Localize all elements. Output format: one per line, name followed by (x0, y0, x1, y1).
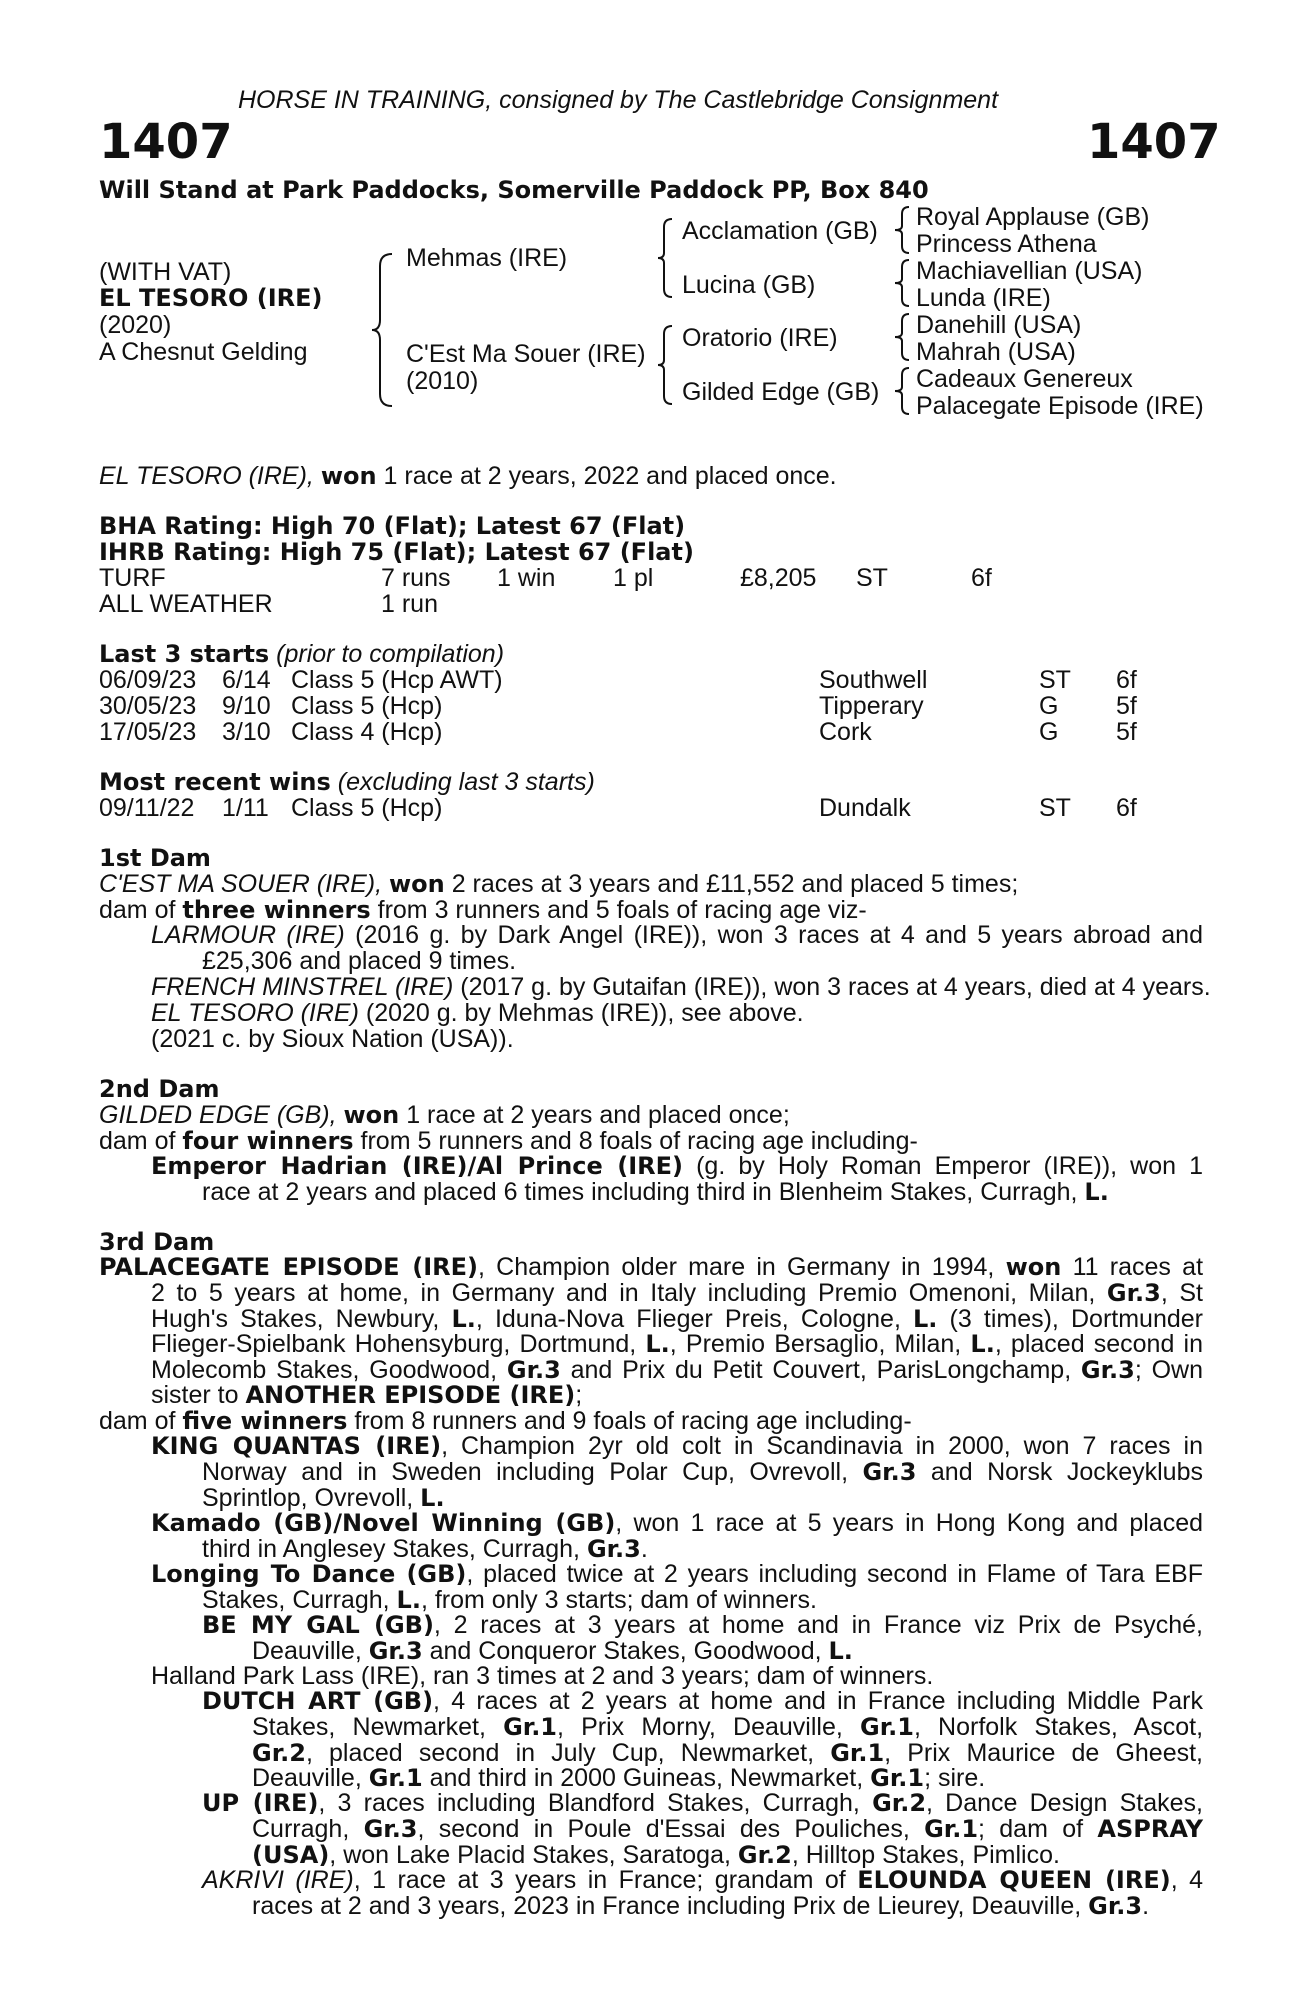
offspring-emperor-hadrian: Emperor Hadrian (IRE)/Al Prince (IRE) (g. by Holy Roman Emperor (IRE)), won 1 (151, 1152, 1203, 1180)
third-dam-record-cont: 2 to 5 years at home, in Germany and in Italy including Premio Omenoni, Milan, Gr.3, St Hugh's Stakes, Newbury, L., Iduna-Nova Flieger Preis, Cologne, L. (3 times), Dortmunder Flieger-Spielbank Hohensyburg, Dortmund, L., Premio Bersaglio, Milan, L., placed second in Molecomb Stakes, Goodwood, Gr.3 and Prix du Petit Couvert, ParisLongchamp, Gr.3; Own sister to ANOTHER EPISODE (IRE); (151, 1279, 1203, 1409)
pedigree-bracket-dam (656, 322, 676, 408)
ancestor-3: Machiavellian (USA) (916, 257, 1143, 285)
offspring-longing-to-dance: Longing To Dance (GB), placed twice at 2 years including second in Flame of Tara EBF (151, 1560, 1203, 1588)
aw-label: ALL WEATHER (99, 590, 273, 618)
start-going: ST (1039, 666, 1071, 694)
win-course: Dundalk (819, 794, 911, 822)
start-class: Class 5 (Hcp AWT) (291, 666, 503, 694)
lot-number-left: 1407 (99, 114, 233, 170)
turf-going: ST (856, 564, 888, 592)
bha-rating: BHA Rating: High 70 (Flat); Latest 67 (Flat) (99, 512, 686, 540)
dam-year: (2010) (406, 367, 479, 395)
offspring-emperor-hadrian-cont: race at 2 years and placed 6 times including third in Blenheim Stakes, Curragh, L. (202, 1178, 1109, 1206)
offspring-dutch-art: DUTCH ART (GB), 4 races at 2 years at home and in France including Middle Park (202, 1687, 1204, 1715)
offspring-be-my-gal: BE MY GAL (GB), 2 races at 3 years at home and in France viz Prix de Psyché, (202, 1611, 1203, 1639)
start-class: Class 5 (Hcp) (291, 692, 443, 720)
dam-dam: Gilded Edge (GB) (682, 378, 880, 406)
start-course: Tipperary (819, 692, 924, 720)
pedigree-bracket-sire (656, 215, 676, 301)
turf-runs: 7 runs (381, 564, 451, 592)
ancestor-5: Danehill (USA) (916, 311, 1082, 339)
third-dam-produce: dam of five winners from 8 runners and 9 foals of racing age including- (99, 1407, 912, 1435)
sire-sire: Acclamation (GB) (682, 217, 878, 245)
pedigree-bracket-g3 (893, 311, 913, 363)
turf-distance: 6f (971, 564, 992, 592)
dam-sire: Oratorio (IRE) (682, 324, 838, 352)
start-course: Southwell (819, 666, 928, 694)
horse-name: EL TESORO (IRE) (99, 284, 323, 312)
start-date: 06/09/23 (99, 666, 197, 694)
recent-wins-title: Most recent wins (99, 768, 331, 796)
third-dam-record: PALACEGATE EPISODE (IRE), Champion older mare in Germany in 1994, won 11 races at (99, 1253, 1204, 1281)
offspring-akrivi: AKRIVI (IRE), 1 race at 3 years in France; grandam of ELOUNDA QUEEN (IRE), 4 (202, 1866, 1203, 1894)
offspring-el-tesoro: EL TESORO (IRE) (2020 g. by Mehmas (IRE)), see above. (151, 999, 804, 1027)
horse-year: (2020) (99, 311, 172, 339)
first-dam-heading: 1st Dam (99, 844, 211, 872)
turf-prize: £8,205 (740, 564, 817, 592)
start-class: Class 4 (Hcp) (291, 718, 443, 746)
lot-number-right: 1407 (1087, 114, 1221, 170)
start-going: G (1039, 692, 1059, 720)
offspring-kamado: Kamado (GB)/Novel Winning (GB), won 1 race at 5 years in Hong Kong and placed (151, 1509, 1204, 1537)
ihrb-rating: IHRB Rating: High 75 (Flat); Latest 67 (Flat) (99, 538, 694, 566)
win-class: Class 5 (Hcp) (291, 794, 443, 822)
start-distance: 5f (1116, 692, 1137, 720)
turf-label: TURF (99, 564, 166, 592)
start-going: G (1039, 718, 1059, 746)
race-summary (99, 464, 837, 489)
pedigree-bracket-g1 (893, 204, 913, 256)
win-going: ST (1039, 794, 1071, 822)
win-date: 09/11/22 (99, 794, 195, 822)
offspring-king-quantas: KING QUANTAS (IRE), Champion 2yr old colt in Scandinavia in 2000, won 7 races in (151, 1432, 1203, 1460)
sire: Mehmas (IRE) (406, 244, 568, 272)
turf-wins: 1 win (497, 564, 556, 592)
offspring-up: UP (IRE), 3 races including Blandford Stakes, Curragh, Gr.2, Dance Design Stakes, (202, 1789, 1204, 1817)
ancestor-7: Cadeaux Genereux (916, 365, 1133, 393)
ancestor-4: Lunda (IRE) (916, 284, 1051, 312)
offspring-dutch-art-cont: Stakes, Newmarket, Gr.1, Prix Morny, Deauville, Gr.1, Norfolk Stakes, Ascot, Gr.2, placed second in July Cup, Newmarket, Gr.1, Prix Maurice de Gheest, Deauville, Gr.1 and third in 2000 Guineas, Newmarket, Gr.1; sire. (252, 1713, 1204, 1792)
ancestor-8: Palacegate Episode (IRE) (916, 392, 1204, 420)
offspring-french-minstrel: FRENCH MINSTREL (IRE) (2017 g. by Gutaifan (IRE)), won 3 races at 4 years, died at 4 years. (151, 973, 1211, 1001)
first-dam-line: C'EST MA SOUER (IRE), won 2 races at 3 years and £11,552 and placed 5 times; (99, 870, 1019, 898)
vat-note: (WITH VAT) (99, 258, 232, 286)
last-starts-heading (99, 642, 504, 667)
ancestor-1: Royal Applause (GB) (916, 203, 1150, 231)
offspring-akrivi-cont: races at 2 and 3 years, 2023 in France including Prix de Lieurey, Deauville, Gr.3. (252, 1892, 1150, 1920)
offspring-up-cont: Curragh, Gr.3, second in Poule d'Essai des Pouliches, Gr.1; dam of ASPRAY (USA), won Lake Placid Stakes, Saratoga, Gr.2, Hilltop Stakes, Pimlico. (252, 1815, 1203, 1869)
offspring-longing-to-dance-cont: Stakes, Curragh, L., from only 3 starts; dam of winners. (202, 1586, 817, 1614)
offspring-kamado-cont: third in Anglesey Stakes, Curragh, Gr.3. (202, 1535, 648, 1563)
last-starts-title: Last 3 starts (99, 640, 270, 668)
horse-description: A Chesnut Gelding (99, 338, 308, 366)
third-dam-heading: 3rd Dam (99, 1228, 215, 1256)
first-dam-produce: dam of three winners from 3 runners and 5 foals of racing age viz- (99, 896, 867, 924)
pedigree-bracket-main (370, 250, 400, 410)
stand-line: Will Stand at Park Paddocks, Somerville Paddock PP, Box 840 (99, 176, 929, 204)
second-dam-produce: dam of four winners from 5 runners and 8 foals of racing age including- (99, 1127, 918, 1155)
summary-won: won (320, 462, 377, 490)
ancestor-6: Mahrah (USA) (916, 338, 1076, 366)
second-dam-line: GILDED EDGE (GB), won 1 race at 2 years and placed once; (99, 1101, 790, 1129)
turf-placed: 1 pl (613, 564, 654, 592)
recent-wins-note: (excluding last 3 starts) (337, 768, 595, 796)
pedigree-bracket-g4 (893, 365, 913, 417)
ancestor-2: Princess Athena (916, 230, 1097, 258)
start-distance: 5f (1116, 718, 1137, 746)
dam: C'Est Ma Souer (IRE) (406, 340, 646, 368)
pedigree-bracket-g2 (893, 257, 913, 309)
recent-wins-heading (99, 770, 595, 795)
start-distance: 6f (1116, 666, 1137, 694)
offspring-be-my-gal-cont: Deauville, Gr.3 and Conqueror Stakes, Goodwood, L. (252, 1637, 853, 1665)
start-date: 30/05/23 (99, 692, 197, 720)
last-starts-note: (prior to compilation) (276, 640, 505, 668)
aw-runs: 1 run (381, 590, 438, 618)
win-position: 1/11 (222, 794, 269, 822)
start-position: 6/14 (222, 666, 271, 694)
consignment-line: HORSE IN TRAINING, consigned by The Castlebridge Consignment (238, 86, 999, 114)
offspring-larmour-cont: £25,306 and placed 9 times. (202, 947, 517, 975)
sire-dam: Lucina (GB) (682, 271, 816, 299)
offspring-king-quantas-cont: Norway and in Sweden including Polar Cup, Ovrevoll, Gr.3 and Norsk Jockeyklubs Sprintlop, Ovrevoll, L. (202, 1458, 1203, 1512)
offspring-larmour: LARMOUR (IRE) (2016 g. by Dark Angel (IRE)), won 3 races at 4 and 5 years abroad and (151, 921, 1203, 949)
second-dam-heading: 2nd Dam (99, 1075, 220, 1103)
start-course: Cork (819, 718, 872, 746)
start-position: 3/10 (222, 718, 271, 746)
offspring-halland-park-lass: Halland Park Lass (IRE), ran 3 times at 2 and 3 years; dam of winners. (151, 1662, 934, 1690)
start-position: 9/10 (222, 692, 271, 720)
offspring-2021-colt: (2021 c. by Sioux Nation (USA)). (151, 1025, 514, 1053)
summary-horse-name: EL TESORO (IRE), (99, 462, 314, 490)
start-date: 17/05/23 (99, 718, 197, 746)
summary-rest: 1 race at 2 years, 2022 and placed once. (383, 462, 837, 490)
win-distance: 6f (1116, 794, 1137, 822)
